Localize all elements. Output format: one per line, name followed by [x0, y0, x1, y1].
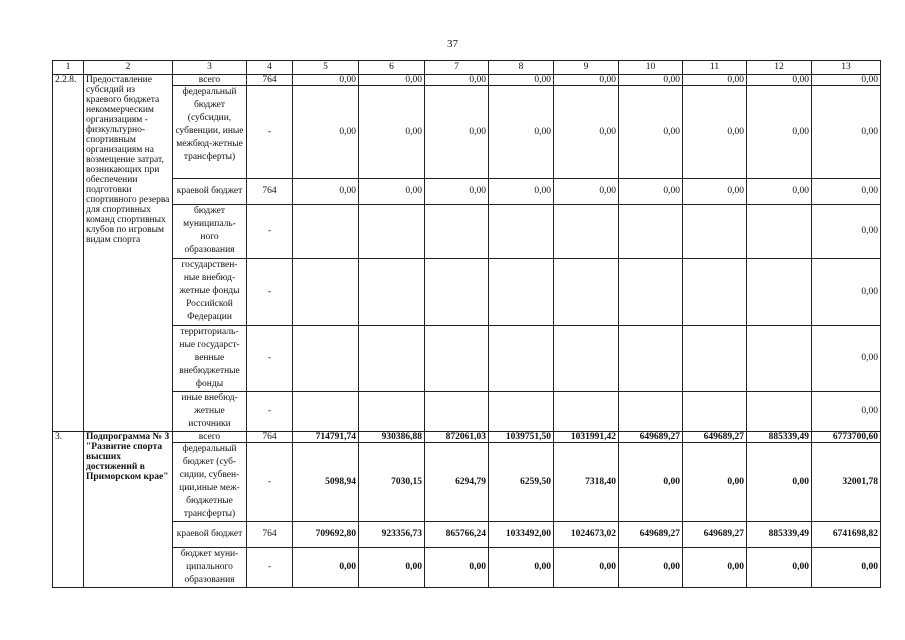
column-number: 12 — [747, 61, 812, 75]
value-cell — [359, 326, 425, 392]
table-row — [53, 443, 881, 522]
value-cell: 0,00 — [489, 179, 554, 205]
value-cell — [683, 326, 747, 392]
table-row — [53, 179, 881, 205]
value-cell: 0,00 — [683, 179, 747, 205]
funding-source: федеральный бюджет (суб-сидии, субвен-ции,иные меж-бюджетные трансферты) — [173, 443, 247, 522]
value-cell: 1039751,50 — [489, 432, 554, 443]
value-cell: 0,00 — [619, 548, 683, 588]
value-cell — [554, 205, 619, 259]
funding-source: краевой бюджет — [173, 179, 247, 205]
value-cell — [359, 392, 425, 432]
section-code: 2.2.8. — [53, 75, 84, 432]
value-cell: 0,00 — [619, 86, 683, 179]
column-number: 2 — [84, 61, 173, 75]
value-cell: 0,00 — [812, 179, 881, 205]
value-cell: 865766,24 — [425, 522, 489, 548]
table-row — [53, 86, 881, 179]
value-cell: 0,00 — [293, 179, 359, 205]
value-cell: 32001,78 — [812, 443, 881, 522]
value-cell: 1033492,00 — [489, 522, 554, 548]
funding-source: иные внебюд-жетные источники — [173, 392, 247, 432]
value-cell: 885339,49 — [747, 522, 812, 548]
grbs-code: - — [247, 205, 293, 259]
value-cell: 0,00 — [489, 75, 554, 86]
value-cell: 649689,27 — [619, 522, 683, 548]
value-cell — [619, 205, 683, 259]
section-code: 3. — [53, 432, 84, 588]
value-cell: 0,00 — [554, 75, 619, 86]
column-number-row — [53, 61, 881, 75]
table-row — [53, 259, 881, 326]
value-cell: 7030,15 — [359, 443, 425, 522]
value-cell: 0,00 — [293, 75, 359, 86]
value-cell: 0,00 — [619, 75, 683, 86]
funding-source: государствен-ные внебюд-жетные фонды Российской Федерации — [173, 259, 247, 326]
value-cell — [683, 259, 747, 326]
value-cell: 0,00 — [554, 86, 619, 179]
value-cell: 0,00 — [812, 548, 881, 588]
column-number: 5 — [293, 61, 359, 75]
column-number: 7 — [425, 61, 489, 75]
grbs-code: - — [247, 443, 293, 522]
budget-table — [52, 60, 881, 588]
value-cell — [683, 205, 747, 259]
value-cell: 0,00 — [554, 548, 619, 588]
value-cell: 0,00 — [425, 75, 489, 86]
funding-source: федеральный бюджет (субсидии, субвенции, иные межбюд-жетные трансферты) — [173, 86, 247, 179]
page-number: 37 — [447, 38, 458, 50]
value-cell — [425, 205, 489, 259]
table-row — [53, 75, 881, 86]
grbs-code: 764 — [247, 75, 293, 86]
value-cell: 1024673,02 — [554, 522, 619, 548]
value-cell: 0,00 — [683, 86, 747, 179]
value-cell: 6294,79 — [425, 443, 489, 522]
value-cell: 0,00 — [812, 326, 881, 392]
value-cell — [619, 259, 683, 326]
value-cell — [489, 392, 554, 432]
column-number: 8 — [489, 61, 554, 75]
value-cell: 6741698,82 — [812, 522, 881, 548]
value-cell: 0,00 — [812, 205, 881, 259]
value-cell: 0,00 — [293, 86, 359, 179]
value-cell — [747, 205, 812, 259]
value-cell — [293, 392, 359, 432]
value-cell — [359, 259, 425, 326]
value-cell: 714791,74 — [293, 432, 359, 443]
value-cell: 0,00 — [683, 443, 747, 522]
value-cell: 6259,50 — [489, 443, 554, 522]
value-cell — [554, 392, 619, 432]
value-cell — [359, 205, 425, 259]
table-row — [53, 522, 881, 548]
grbs-code: 764 — [247, 522, 293, 548]
column-number: 13 — [812, 61, 881, 75]
value-cell: 0,00 — [359, 86, 425, 179]
value-cell: 0,00 — [812, 392, 881, 432]
column-number: 3 — [173, 61, 247, 75]
column-number: 6 — [359, 61, 425, 75]
value-cell: 0,00 — [554, 179, 619, 205]
value-cell: 7318,40 — [554, 443, 619, 522]
value-cell — [425, 326, 489, 392]
funding-source: краевой бюджет — [173, 522, 247, 548]
funding-source: бюджет муниципаль-ного образования — [173, 205, 247, 259]
value-cell — [425, 392, 489, 432]
value-cell: 5098,94 — [293, 443, 359, 522]
value-cell: 872061,03 — [425, 432, 489, 443]
value-cell — [293, 205, 359, 259]
value-cell: 0,00 — [293, 548, 359, 588]
value-cell: 0,00 — [425, 86, 489, 179]
funding-source: всего — [173, 75, 247, 86]
value-cell — [619, 326, 683, 392]
funding-source: бюджет муни-ципального образования — [173, 548, 247, 588]
value-cell — [747, 326, 812, 392]
value-cell — [619, 392, 683, 432]
value-cell — [489, 259, 554, 326]
value-cell: 0,00 — [619, 443, 683, 522]
value-cell: 923356,73 — [359, 522, 425, 548]
value-cell: 0,00 — [683, 548, 747, 588]
grbs-code: 764 — [247, 179, 293, 205]
value-cell: 0,00 — [425, 179, 489, 205]
value-cell — [293, 326, 359, 392]
grbs-code: - — [247, 548, 293, 588]
grbs-code: - — [247, 259, 293, 326]
value-cell: 0,00 — [812, 259, 881, 326]
column-number: 1 — [53, 61, 84, 75]
column-number: 4 — [247, 61, 293, 75]
value-cell: 0,00 — [812, 75, 881, 86]
value-cell: 0,00 — [359, 548, 425, 588]
value-cell: 0,00 — [747, 548, 812, 588]
value-cell — [747, 392, 812, 432]
funding-source: всего — [173, 432, 247, 443]
section-title: Предоставление субсидий из краевого бюджета некоммерческим организациям - физкультурно-спортивным организациям на возмещение затрат, возникающих при обеспечении подготовки спортивного резерва для спортивных команд спортивных клубов по игровым видам спорта — [84, 75, 173, 432]
value-cell — [554, 326, 619, 392]
column-number: 11 — [683, 61, 747, 75]
value-cell: 0,00 — [747, 443, 812, 522]
table-row — [53, 326, 881, 392]
section-title: Подпрограмма № 3 "Развитие спорта высших достижений в Приморском крае" — [84, 432, 173, 588]
value-cell: 1031991,42 — [554, 432, 619, 443]
grbs-code: - — [247, 392, 293, 432]
grbs-code: - — [247, 86, 293, 179]
value-cell: 0,00 — [747, 179, 812, 205]
value-cell: 885339,49 — [747, 432, 812, 443]
value-cell — [425, 259, 489, 326]
value-cell: 930386,88 — [359, 432, 425, 443]
value-cell — [489, 205, 554, 259]
value-cell: 0,00 — [683, 75, 747, 86]
value-cell: 649689,27 — [619, 432, 683, 443]
value-cell: 649689,27 — [683, 432, 747, 443]
value-cell: 0,00 — [747, 86, 812, 179]
value-cell: 0,00 — [359, 75, 425, 86]
column-number: 10 — [619, 61, 683, 75]
value-cell: 6773700,60 — [812, 432, 881, 443]
value-cell: 0,00 — [359, 179, 425, 205]
value-cell: 0,00 — [425, 548, 489, 588]
value-cell: 649689,27 — [683, 522, 747, 548]
column-number: 9 — [554, 61, 619, 75]
value-cell: 0,00 — [747, 75, 812, 86]
funding-source: территориаль-ные государст-венные внебюджетные фонды — [173, 326, 247, 392]
value-cell: 0,00 — [812, 86, 881, 179]
value-cell: 0,00 — [489, 86, 554, 179]
value-cell: 709692,80 — [293, 522, 359, 548]
table-row — [53, 205, 881, 259]
value-cell — [489, 326, 554, 392]
table-row — [53, 432, 881, 443]
grbs-code: - — [247, 326, 293, 392]
value-cell — [747, 259, 812, 326]
value-cell — [293, 259, 359, 326]
value-cell — [683, 392, 747, 432]
table-row — [53, 392, 881, 432]
value-cell: 0,00 — [619, 179, 683, 205]
table-row — [53, 548, 881, 588]
grbs-code: 764 — [247, 432, 293, 443]
value-cell — [554, 259, 619, 326]
value-cell: 0,00 — [489, 548, 554, 588]
